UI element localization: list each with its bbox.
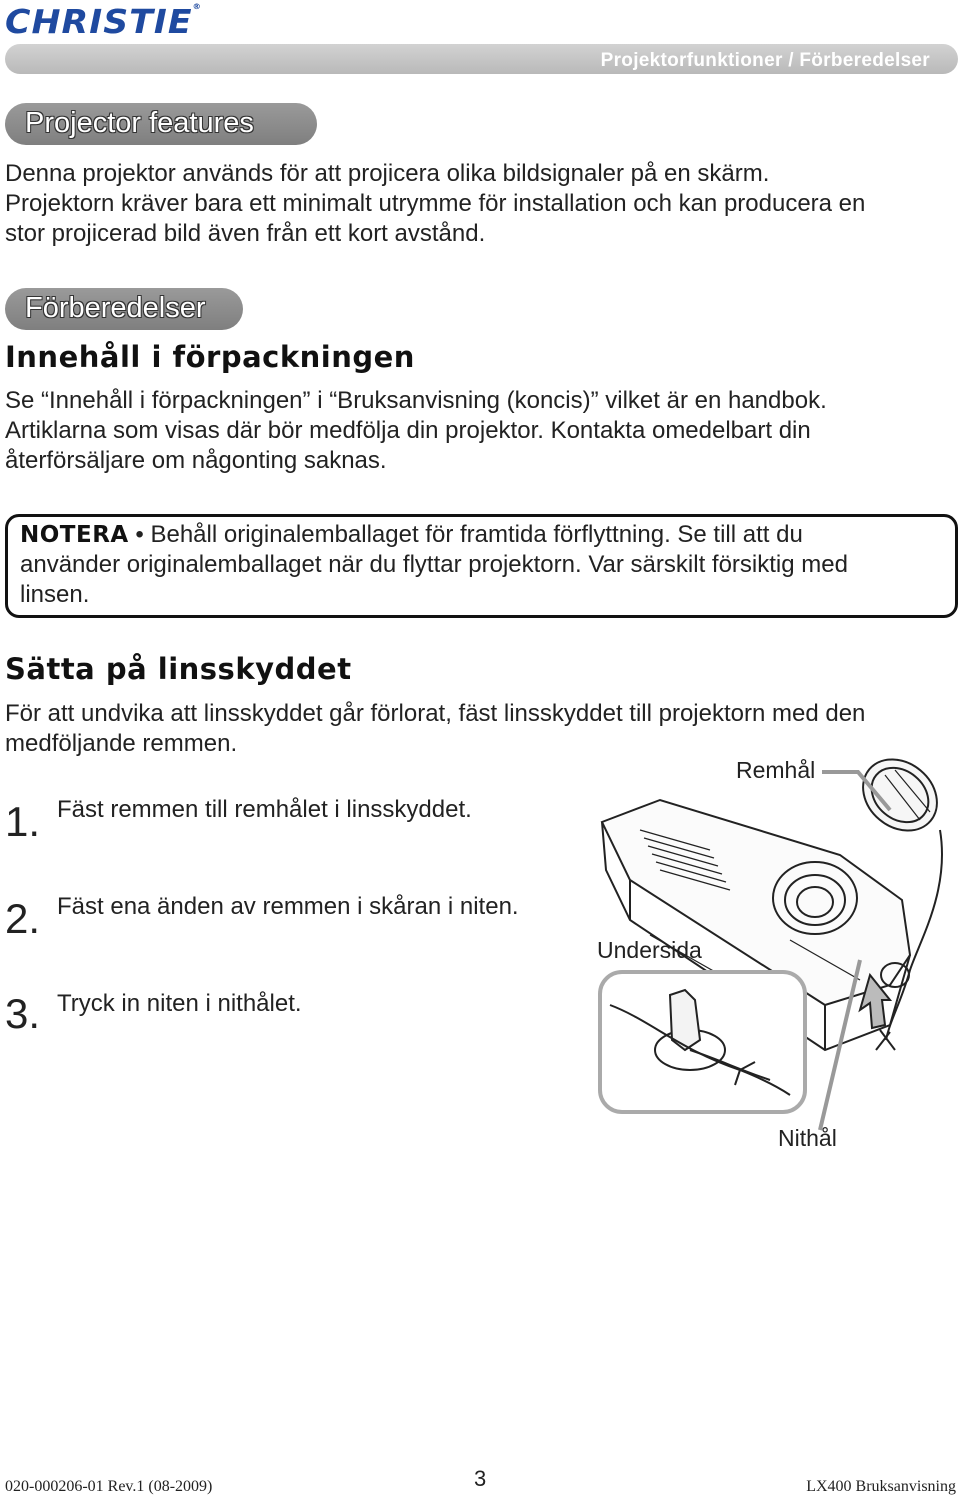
logo-text: CHRISTIE [5, 2, 193, 41]
step-number: 2. [5, 895, 41, 942]
footer-manual-name: LX400 Bruksanvisning [806, 1478, 956, 1495]
features-line: Projektorn kräver bara ett minimalt utrymme för installation och kan producera en [5, 190, 866, 217]
projector-features-pill [5, 103, 317, 145]
features-line: stor projicerad bild även från ett kort avstånd. [5, 220, 486, 247]
section-title: Projektorfunktioner / Förberedelser [600, 50, 930, 71]
step-text: Fäst remmen till remhålet i linsskyddet. [57, 796, 472, 823]
note-line: linsen. [20, 581, 90, 608]
lens-cover-heading: Sätta på linsskyddet [5, 652, 352, 686]
package-line: återförsäljare om någonting saknas. [5, 447, 387, 474]
package-line: Artiklarna som visas där bör medfölja din projektor. Kontakta omedelbart din [5, 417, 811, 444]
footer-doc-number: 020-000206-01 Rev.1 (08-2009) [5, 1478, 213, 1495]
lens-line: medföljande remmen. [5, 730, 238, 757]
step-number: 3. [5, 990, 41, 1037]
note-line: Behåll originalemballaget för framtida förflyttning. Se till att du [150, 521, 803, 548]
step-text: Fäst ena änden av remmen i skåran i niten. [57, 893, 519, 920]
rivet-hole-label: Nithål [778, 1125, 837, 1151]
package-paragraph [5, 386, 827, 476]
preparations-pill [5, 288, 243, 330]
step-number: 1. [5, 798, 41, 845]
registered-mark: ® [192, 2, 203, 11]
note-label: NOTERA [20, 522, 129, 548]
projector-features-label: Projector features [25, 107, 254, 139]
strap-hole-label: Remhål [736, 757, 816, 783]
christie-logo [5, 2, 202, 41]
note-bullet: • [135, 521, 144, 548]
page-number: 3 [474, 1466, 487, 1491]
underside-label: Undersida [597, 937, 702, 963]
note-line: använder originalemballaget när du flyttar projektorn. Var särskilt försiktig med [20, 551, 848, 578]
rivet-detail-box [600, 972, 805, 1112]
features-paragraph [5, 159, 865, 249]
note-content [20, 520, 950, 610]
strap-end [876, 1030, 895, 1050]
package-contents-heading: Innehåll i förpackningen [5, 340, 415, 374]
preparations-label: Förberedelser [25, 292, 206, 324]
step-text: Tryck in niten i nithålet. [57, 990, 302, 1017]
package-line: Se “Innehåll i förpackningen” i “Bruksanvisning (koncis)” vilket är en handbok. [5, 387, 827, 414]
features-line: Denna projektor används för att projicera olika bildsignaler på en skärm. [5, 160, 770, 187]
lens-line: För att undvika att linsskyddet går förlorat, fäst linsskyddet till projektorn med den [5, 700, 866, 727]
lens-cap-drawing [849, 750, 951, 845]
